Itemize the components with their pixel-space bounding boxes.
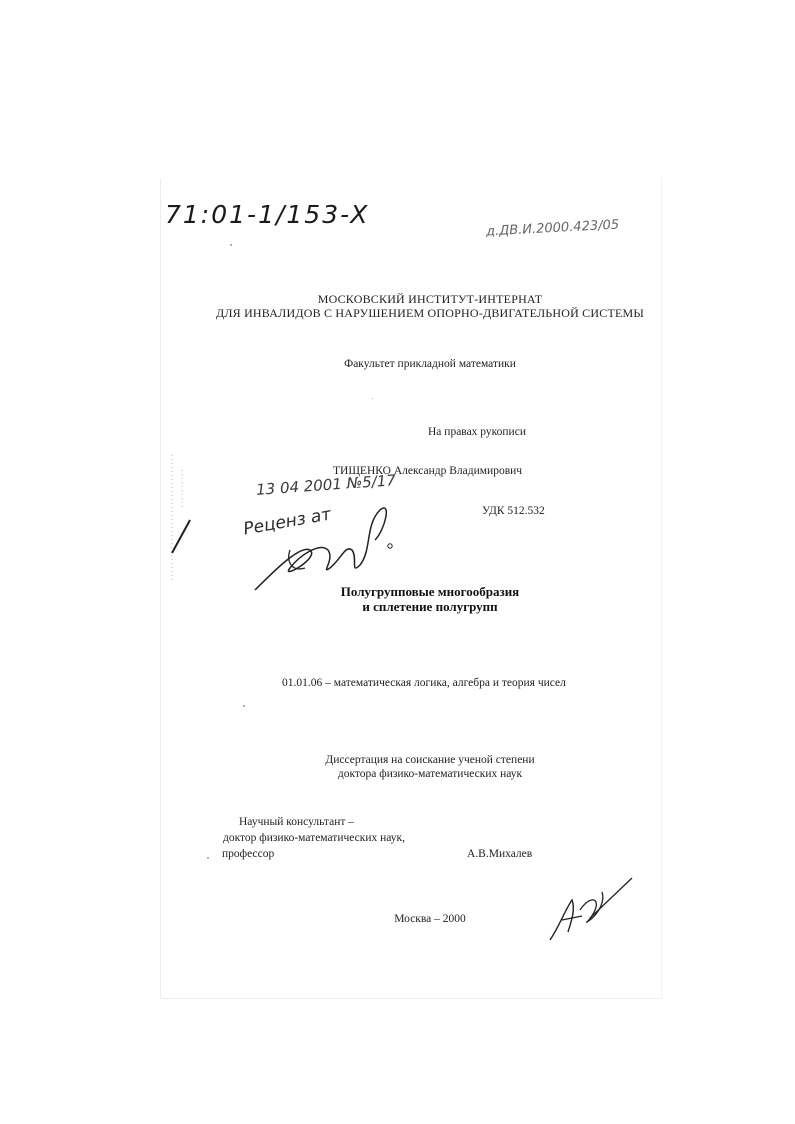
handwritten-date: 13 04 2001 №5/17 (255, 471, 397, 499)
scan-speck (243, 705, 245, 707)
institute-line-2: ДЛЯ ИНВАЛИДОВ С НАРУШЕНИЕМ ОПОРНО-ДВИГАТЕЛЬНОЙ СИСТЕМЫ (215, 306, 645, 320)
consultant-line-2: доктор физико-математических наук, (223, 832, 406, 844)
archive-note: д.ДВ.И.2000.423/05 (485, 217, 620, 240)
faculty: Факультет прикладной математики (344, 358, 516, 370)
scan-speck (230, 244, 232, 246)
bottom-signature (540, 870, 640, 950)
city-year: Москва – 2000 (394, 913, 466, 925)
scan-speck (207, 857, 209, 859)
udk-code: УДК 512.532 (482, 505, 545, 517)
signature-scribble (160, 450, 420, 600)
archive-code: 71:01-1/153-X (165, 200, 370, 229)
consultant-line-1: Научный консультант – (239, 816, 354, 828)
title-line-1: Полугрупповые многообразия (340, 584, 520, 599)
dissertation-line-2: доктора физико-математических наук (337, 768, 523, 780)
scan-speck (372, 398, 373, 399)
consultant-line-3: профессор (222, 848, 275, 860)
title-line-2: и сплетение полугрупп (362, 599, 498, 614)
handwritten-resolution: Реценз ат (241, 504, 333, 540)
institute-line-1: МОСКОВСКИЙ ИНСТИТУТ-ИНТЕРНАТ (317, 292, 543, 306)
author-name: ТИЩЕНКО Александр Владимирович (333, 465, 523, 477)
specialty: 01.01.06 – математическая логика, алгебра и теория чисел (282, 677, 566, 689)
dissertation-line-1: Диссертация на соискание ученой степени (325, 754, 535, 766)
consultant-name: А.В.Михалев (467, 848, 533, 860)
manuscript-rights: На правах рукописи (428, 426, 526, 438)
